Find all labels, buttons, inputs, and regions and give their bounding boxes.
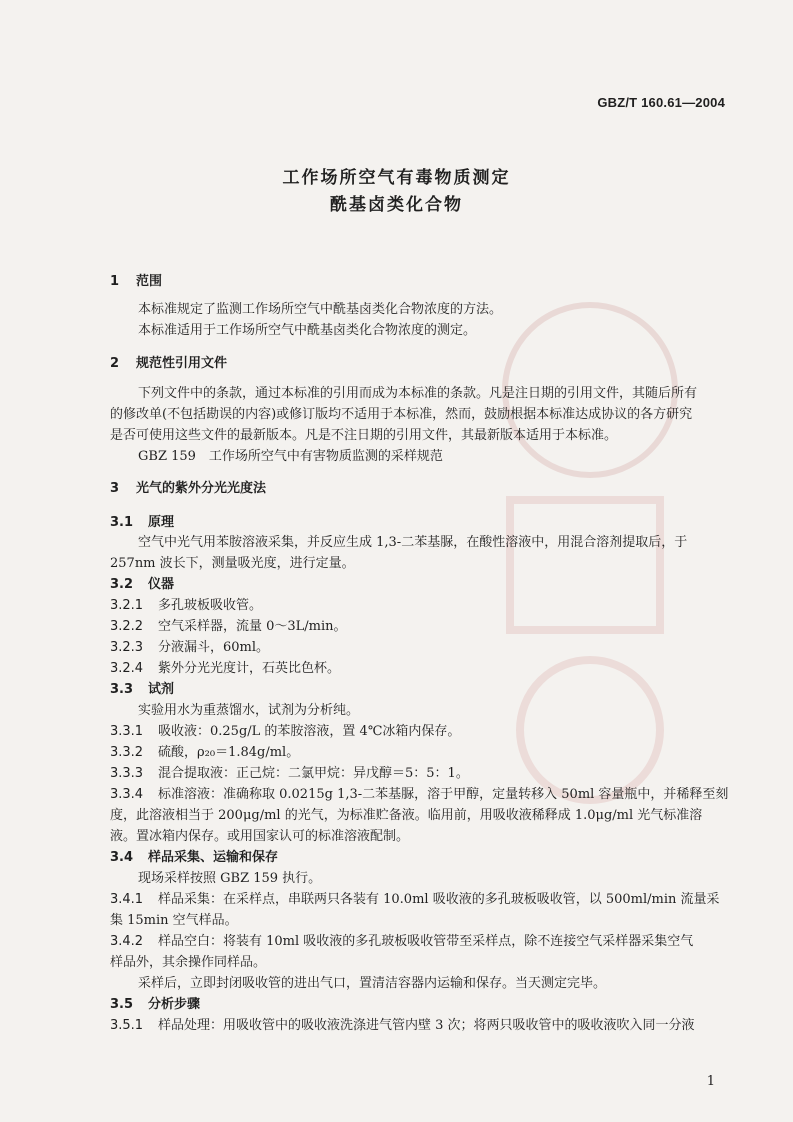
page-number: 1 bbox=[706, 1074, 715, 1089]
principle-line-1: 空气中光气用苯胺溶液采集，并反应生成 1,3-二苯基脲，在酸性溶液中，用混合溶剂提取后，于 bbox=[138, 535, 688, 550]
section-2-paragraph-line-3: 是否可使用这些文件的最新版本。凡是不注日期的引用文件，其最新版本适用于本标准。 bbox=[110, 428, 618, 443]
item-number: 3.3.3 bbox=[110, 766, 144, 781]
section-number: 3 bbox=[110, 481, 120, 496]
item-text: 样品采集：在采样点，串联两只各装有 10.0ml 吸收液的多孔玻板吸收管，以 500ml/min 流量采 bbox=[158, 892, 720, 907]
section-title: 光气的紫外分光光度法 bbox=[136, 481, 267, 496]
subsection-number: 3.5 bbox=[110, 997, 134, 1012]
reagent-item-2 bbox=[110, 744, 730, 762]
section-number: 2 bbox=[110, 356, 120, 371]
subsection-title: 样品采集、运输和保存 bbox=[148, 850, 279, 865]
item-number: 3.2.3 bbox=[110, 640, 144, 655]
item-number: 3.5.1 bbox=[110, 1018, 144, 1033]
analysis-item-1-line-1 bbox=[110, 1017, 730, 1035]
item-number: 3.4.1 bbox=[110, 892, 144, 907]
item-text: 吸收液：0.25g/L 的苯胺溶液，置 4℃冰箱内保存。 bbox=[158, 724, 461, 739]
subsection-title: 试剂 bbox=[148, 682, 175, 697]
item-number: 3.3.2 bbox=[110, 745, 144, 760]
sampling-intro: 现场采样按照 GBZ 159 执行。 bbox=[138, 871, 322, 886]
instrument-item-2 bbox=[110, 618, 730, 636]
item-text: 混合提取液：正己烷：二氯甲烷：异戊醇＝5：5：1。 bbox=[158, 766, 469, 781]
subsection-title: 仪器 bbox=[148, 577, 175, 592]
instrument-item-4 bbox=[110, 660, 730, 678]
principle-line-2: 257nm 波长下，测量吸光度，进行定量。 bbox=[110, 556, 355, 571]
reagent-item-4-line-2: 度，此溶液相当于 200μg/ml 的光气，为标准贮备液。临用前，用吸收液稀释成 1.0μg/ml 光气标准溶 bbox=[110, 808, 703, 823]
sampling-item-2-line-2: 样品外，其余操作同样品。 bbox=[110, 955, 267, 970]
item-number: 3.2.2 bbox=[110, 619, 144, 634]
subsection-title: 原理 bbox=[148, 515, 175, 530]
section-3-heading bbox=[110, 480, 730, 498]
item-number: 3.3.4 bbox=[110, 787, 144, 802]
item-text: 分液漏斗，60ml。 bbox=[158, 640, 270, 655]
sampling-item-1-line-2: 集 15min 空气样品。 bbox=[110, 913, 238, 928]
subsection-number: 3.4 bbox=[110, 850, 134, 865]
item-number: 3.2.4 bbox=[110, 661, 144, 676]
subsection-number: 3.1 bbox=[110, 515, 134, 530]
subsection-number: 3.2 bbox=[110, 577, 134, 592]
reagent-intro: 实验用水为重蒸馏水，试剂为分析纯。 bbox=[138, 703, 360, 718]
item-text: 标准溶液：准确称取 0.0215g 1,3-二苯基脲，溶于甲醇，定量转移入 50ml 容量瓶中，并稀释至刻 bbox=[158, 787, 729, 802]
sampling-item-2-line-1 bbox=[110, 933, 730, 951]
item-text: 多孔玻板吸收管。 bbox=[158, 598, 263, 613]
item-text: 样品处理：用吸收管中的吸收液洗涤进气管内壁 3 次；将两只吸收管中的吸收液吹入同一分液 bbox=[158, 1018, 695, 1033]
subsection-3-2-heading bbox=[110, 576, 730, 594]
standard-code: GBZ/T 160.61—2004 bbox=[597, 95, 725, 110]
section-2-paragraph-line-2: 的修改单(不包括勘误的内容)或修订版均不适用于本标准，然而，鼓励根据本标准达成协议的各方研究 bbox=[110, 407, 693, 422]
normative-reference: GBZ 159 工作场所空气中有害物质监测的采样规范 bbox=[138, 449, 443, 464]
sampling-item-1-line-1 bbox=[110, 891, 730, 909]
sampling-storage-paragraph: 采样后，立即封闭吸收管的进出气口，置清洁容器内运输和保存。当天测定完毕。 bbox=[138, 976, 607, 991]
item-number: 3.4.2 bbox=[110, 934, 144, 949]
reagent-item-4-line-3: 液。置冰箱内保存。或用国家认可的标准溶液配制。 bbox=[110, 829, 410, 844]
item-text: 紫外分光光度计，石英比色杯。 bbox=[158, 661, 341, 676]
subsection-3-4-heading bbox=[110, 849, 730, 867]
section-2-paragraph-line-1: 下列文件中的条款，通过本标准的引用而成为本标准的条款。凡是注日期的引用文件，其随后所有 bbox=[138, 386, 698, 401]
subsection-title: 分析步骤 bbox=[148, 997, 201, 1012]
subsection-3-5-heading bbox=[110, 996, 730, 1014]
section-2-heading bbox=[110, 355, 730, 373]
item-number: 3.2.1 bbox=[110, 598, 144, 613]
document-title-line1: 工作场所空气有毒物质测定 bbox=[282, 168, 511, 188]
item-text: 硫酸，ρ₂₀＝1.84g/ml。 bbox=[158, 745, 300, 760]
section-1-paragraph-1: 本标准规定了监测工作场所空气中酰基卤类化合物浓度的方法。 bbox=[138, 302, 503, 317]
section-number: 1 bbox=[110, 274, 120, 289]
reagent-item-4-line-1 bbox=[110, 786, 730, 804]
item-number: 3.3.1 bbox=[110, 724, 144, 739]
section-title: 规范性引用文件 bbox=[136, 356, 228, 371]
section-1-paragraph-2: 本标准适用于工作场所空气中酰基卤类化合物浓度的测定。 bbox=[138, 323, 477, 338]
subsection-3-3-heading bbox=[110, 681, 730, 699]
reagent-item-1 bbox=[110, 723, 730, 741]
instrument-item-1 bbox=[110, 597, 730, 615]
item-text: 空气采样器，流量 0～3L/min。 bbox=[158, 619, 347, 634]
instrument-item-3 bbox=[110, 639, 730, 657]
section-title: 范围 bbox=[136, 274, 163, 289]
document-title-line2: 酰基卤类化合物 bbox=[330, 195, 463, 215]
reagent-item-3 bbox=[110, 765, 730, 783]
subsection-3-1-heading bbox=[110, 514, 730, 532]
section-1-heading bbox=[110, 273, 730, 291]
subsection-number: 3.3 bbox=[110, 682, 134, 697]
item-text: 样品空白：将装有 10ml 吸收液的多孔玻板吸收管带至采样点，除不连接空气采样器采集空气 bbox=[158, 934, 694, 949]
